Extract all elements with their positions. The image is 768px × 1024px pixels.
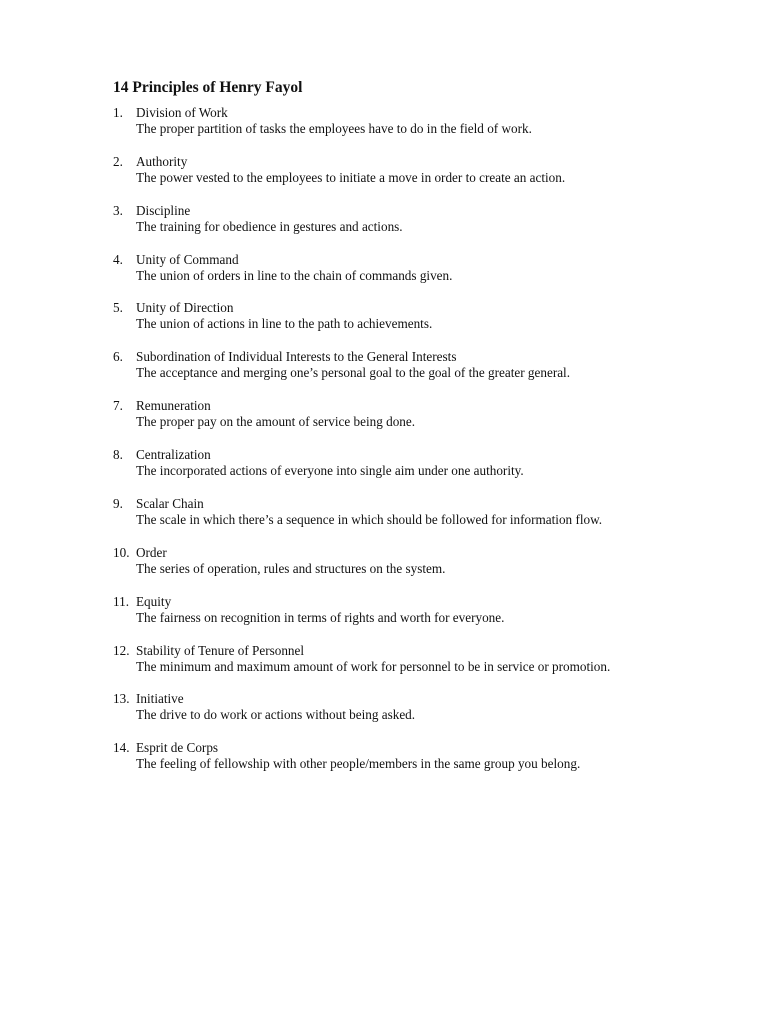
principle-description: The power vested to the employees to initiate a move in order to create an action.: [136, 170, 566, 185]
principle-name: Authority: [136, 154, 188, 169]
principle-description: The union of actions in line to the path to achievements.: [136, 316, 433, 331]
principle-name: Unity of Command: [136, 252, 239, 267]
principle-number: 9.: [113, 496, 123, 511]
principle-name: Unity of Direction: [136, 300, 234, 315]
principle-description: The union of orders in line to the chain of commands given.: [136, 268, 453, 283]
document-title: 14 Principles of Henry Fayol: [113, 79, 303, 96]
principle-description: The training for obedience in gestures and actions.: [136, 219, 403, 234]
principle-number: 11.: [113, 594, 129, 609]
principle-description: The scale in which there’s a sequence in which should be followed for information flow.: [136, 512, 603, 527]
principle-description: The acceptance and merging one’s personal goal to the goal of the greater general.: [136, 365, 571, 380]
principle-name: Order: [136, 545, 167, 560]
principle-name: Equity: [136, 594, 172, 609]
principle-number: 12.: [113, 643, 130, 658]
principle-description: The feeling of fellowship with other people/members in the same group you belong.: [136, 756, 581, 771]
principle-number: 8.: [113, 447, 123, 462]
principle-number: 5.: [113, 300, 123, 315]
principle-number: 1.: [113, 105, 123, 120]
principle-name: Division of Work: [136, 105, 228, 120]
principle-description: The fairness on recognition in terms of rights and worth for everyone.: [136, 610, 505, 625]
principle-number: 3.: [113, 203, 123, 218]
principle-number: 13.: [113, 691, 130, 706]
principle-description: The incorporated actions of everyone into single aim under one authority.: [136, 463, 524, 478]
principle-description: The proper pay on the amount of service being done.: [136, 414, 416, 429]
principle-number: 7.: [113, 398, 123, 413]
principle-name: Remuneration: [136, 398, 211, 413]
principle-number: 14.: [113, 740, 130, 755]
principle-name: Subordination of Individual Interests to the General Interests: [136, 349, 457, 364]
principle-number: 4.: [113, 252, 123, 267]
principle-name: Esprit de Corps: [136, 740, 219, 755]
principle-name: Initiative: [136, 691, 184, 706]
principle-description: The drive to do work or actions without being asked.: [136, 707, 416, 722]
principle-name: Scalar Chain: [136, 496, 204, 511]
principle-number: 6.: [113, 349, 123, 364]
principle-description: The proper partition of tasks the employees have to do in the field of work.: [136, 121, 532, 136]
principle-name: Centralization: [136, 447, 211, 462]
principle-number: 2.: [113, 154, 123, 169]
principle-name: Stability of Tenure of Personnel: [136, 643, 305, 658]
principle-name: Discipline: [136, 203, 191, 218]
principle-description: The series of operation, rules and structures on the system.: [136, 561, 446, 576]
principle-number: 10.: [113, 545, 130, 560]
principle-description: The minimum and maximum amount of work for personnel to be in service or promotion.: [136, 659, 611, 674]
